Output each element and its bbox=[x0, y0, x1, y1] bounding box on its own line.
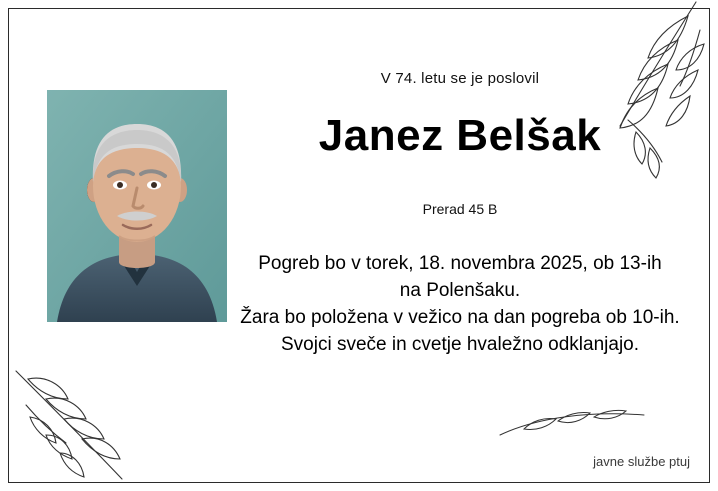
portrait-photo bbox=[47, 90, 227, 322]
leaf-decoration-bottom-left bbox=[12, 357, 162, 487]
detail-line-3: Žara bo položena v vežico na dan pogreba ob 10-ih. bbox=[240, 307, 680, 329]
leaf-decoration-bottom-right bbox=[498, 409, 648, 445]
detail-line-4: Svojci sveče in cvetje hvaležno odklanjajo. bbox=[280, 334, 640, 356]
address-line: Prerad 45 B bbox=[422, 201, 498, 218]
leaf-decoration-top-right bbox=[568, 0, 708, 210]
deceased-name: Janez Belšak bbox=[318, 111, 602, 160]
detail-line-2: na Polenšaku. bbox=[399, 280, 521, 302]
age-line: V 74. letu se je poslovil bbox=[380, 70, 540, 87]
company-logo-text: javne službe ptuj bbox=[593, 454, 690, 469]
detail-line-1: Pogreb bo v torek, 18. novembra 2025, ob 13-ih bbox=[258, 253, 662, 275]
funeral-details bbox=[240, 251, 680, 359]
